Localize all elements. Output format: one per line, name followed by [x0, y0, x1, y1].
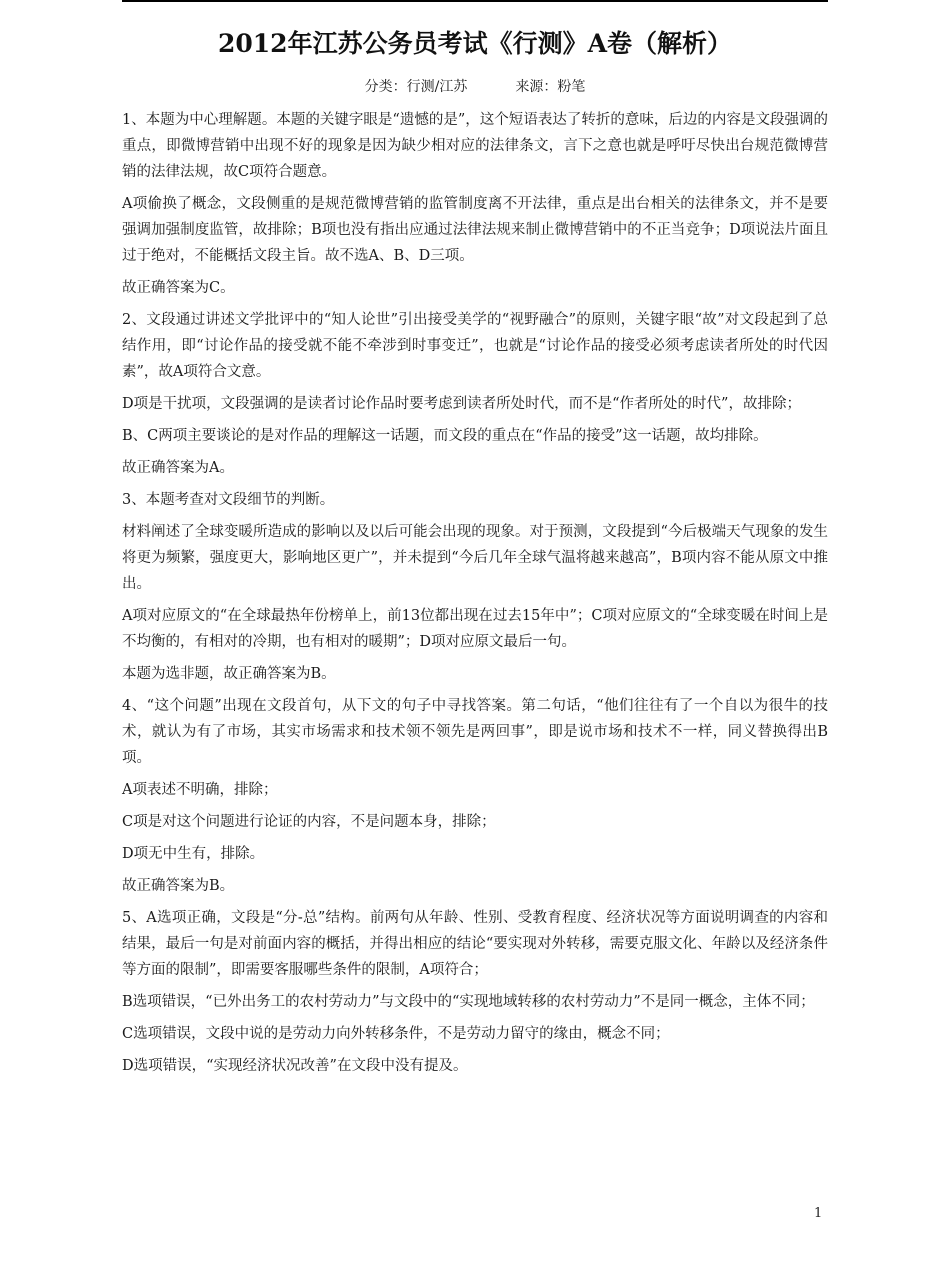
source-label: 来源：粉笔: [515, 79, 586, 95]
document-body: [122, 107, 828, 1085]
paragraph: D项无中生有，排除。: [122, 846, 265, 862]
paragraph: 故正确答案为C。: [122, 280, 235, 296]
paragraph: 故正确答案为B。: [122, 878, 235, 894]
page-number: 1: [814, 1206, 823, 1221]
paragraph: B选项错误，“已外出务工的农村劳动力”与文段中的“实现地域转移的农村劳动力”不是同一概念，主体不同；: [122, 994, 815, 1010]
paragraph: 1、本题为中心理解题。本题的关键字眼是“遗憾的是”，这个短语表达了转折的意味，后边的内容是文段强调的重点，即微博营销中出现不好的现象是因为缺少相对应的法律条文，言下之意也就是呼吁尽快出台规范微博营销的法律法规，故C项符合题意。: [122, 112, 828, 180]
paragraph: C项是对这个问题进行论证的内容，不是问题本身，排除；: [122, 814, 496, 830]
paragraph: D项是干扰项，文段强调的是读者讨论作品时要考虑到读者所处时代，而不是“作者所处的时代”，故排除；: [122, 396, 801, 412]
paragraph: A项对应原文的“在全球最热年份榜单上，前13位都出现在过去15年中”；C项对应原文的“全球变暖在时间上是不均衡的，有相对的冷期，也有相对的暖期”；D项对应原文最后一句。: [122, 608, 828, 650]
page-title: 2012年江苏公务员考试《行测》A卷（解析）: [218, 29, 732, 58]
category-label: 分类：行测/江苏: [364, 79, 468, 95]
paragraph: 材料阐述了全球变暖所造成的影响以及以后可能会出现的现象。对于预测，文段提到“今后极端天气现象的发生将更为频繁，强度更大，影响地区更广”，并未提到“今后几年全球气温将越来越高”，B项内容不能从原文中推出。: [122, 524, 828, 592]
top-rule: [122, 0, 828, 2]
paragraph: 本题为选非题，故正确答案为B。: [122, 666, 336, 682]
document-meta: [122, 76, 828, 98]
paragraph: 5、A选项正确，文段是“分-总”结构。前两句从年龄、性别、受教育程度、经济状况等方面说明调查的内容和结果，最后一句是对前面内容的概括，并得出相应的结论“要实现对外转移，需要克服文化、年龄以及经济条件等方面的限制”，即需要客服哪些条件的限制，A项符合；: [122, 910, 828, 978]
paragraph: B、C两项主要谈论的是对作品的理解这一话题，而文段的重点在“作品的接受”这一话题，故均排除。: [122, 428, 768, 444]
paragraph: D选项错误，“实现经济状况改善”在文段中没有提及。: [122, 1058, 468, 1074]
paragraph: A项偷换了概念，文段侧重的是规范微博营销的监管制度离不开法律，重点是出台相关的法律条文，并不是要强调加强制度监管，故排除；B项也没有指出应通过法律法规来制止微博营销中的不正当竞争；D项说法片面且过于绝对，不能概括文段主旨。故不选A、B、D三项。: [122, 196, 828, 264]
paragraph: A项表述不明确，排除；: [122, 782, 278, 798]
paragraph: 4、“这个问题”出现在文段首句，从下文的句子中寻找答案。第二句话，“他们往往有了一个自以为很牛的技术，就认为有了市场，其实市场需求和技术领不领先是两回事”，即是说市场和技术不一样，同义替换得出B项。: [122, 698, 828, 766]
paragraph: 3、本题考查对文段细节的判断。: [122, 492, 335, 508]
paragraph: 2、文段通过讲述文学批评中的“知人论世”引出接受美学的“视野融合”的原则，关键字眼“故”对文段起到了总结作用，即“讨论作品的接受就不能不牵涉到时事变迁”，也就是“讨论作品的接受必须考虑读者所处的时代因素”，故A项符合文意。: [122, 312, 828, 380]
paragraph: 故正确答案为A。: [122, 460, 234, 476]
paragraph: C选项错误，文段中说的是劳动力向外转移条件，不是劳动力留守的缘由，概念不同；: [122, 1026, 670, 1042]
